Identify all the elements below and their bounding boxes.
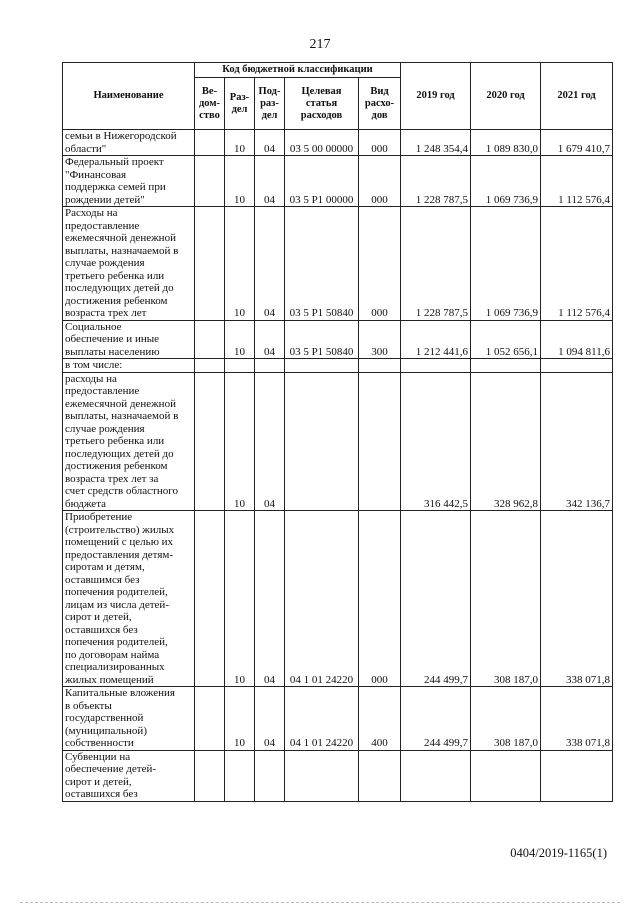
- cell-podrazdel: 04: [255, 511, 285, 687]
- cell-y2019: 1 228 787,5: [401, 207, 471, 321]
- table-row: [63, 130, 613, 156]
- document-code: 0404/2019-1165(1): [510, 846, 607, 860]
- cell-podrazdel: [255, 750, 285, 801]
- cell-vid: [359, 750, 401, 801]
- cell-ved: [195, 372, 225, 511]
- cell-podrazdel: 04: [255, 130, 285, 156]
- budget-table: [62, 62, 613, 802]
- cell-target: 03 5 P1 50840: [285, 207, 359, 321]
- header-target: Целевая статья расходов: [285, 78, 359, 130]
- cell-name: Приобретение (строительство) жилых помещений с целью их предоставления детям- сиротам и детям, оставшимся без попечения родителей, лицам из числа детей- сирот и детей, оставшихся без попечения родителей, по договорам найма специализированных жилых помещений: [63, 511, 195, 687]
- cell-razdel: [225, 359, 255, 373]
- cell-y2020: 308 187,0: [471, 687, 541, 751]
- header-code-group: Код бюджетной классификации: [195, 63, 401, 78]
- cell-podrazdel: 04: [255, 156, 285, 207]
- table-row: [63, 156, 613, 207]
- cell-target: [285, 372, 359, 511]
- cell-razdel: 10: [225, 511, 255, 687]
- cell-name: Социальное обеспечение и иные выплаты населению: [63, 320, 195, 359]
- cell-target: 03 5 P1 50840: [285, 320, 359, 359]
- cell-name: семьи в Нижегородской области": [63, 130, 195, 156]
- cell-y2021: 342 136,7: [541, 372, 613, 511]
- cell-razdel: 10: [225, 372, 255, 511]
- cell-razdel: 10: [225, 156, 255, 207]
- cell-vid: 300: [359, 320, 401, 359]
- cell-y2020: 1 069 736,9: [471, 207, 541, 321]
- cell-razdel: 10: [225, 320, 255, 359]
- cell-vid: 000: [359, 207, 401, 321]
- cell-y2020: [471, 750, 541, 801]
- header-2020: 2020 год: [471, 63, 541, 130]
- cell-y2020: 308 187,0: [471, 511, 541, 687]
- cell-podrazdel: 04: [255, 207, 285, 321]
- cell-name: в том числе:: [63, 359, 195, 373]
- cell-vid: 000: [359, 130, 401, 156]
- table-row: [63, 372, 613, 511]
- cell-name: расходы на предоставление ежемесячной денежной выплаты, назначаемой в случае рождения третьего ребенка или последующих детей до достижения ребенком возраста трех лет за счет средств областного бюджета: [63, 372, 195, 511]
- cell-y2019: [401, 359, 471, 373]
- cell-y2021: 338 071,8: [541, 687, 613, 751]
- header-vid: Вид расхо- дов: [359, 78, 401, 130]
- cell-razdel: 10: [225, 130, 255, 156]
- cell-y2020: 1 052 656,1: [471, 320, 541, 359]
- cell-ved: [195, 156, 225, 207]
- cell-target: 04 1 01 24220: [285, 511, 359, 687]
- cell-target: [285, 359, 359, 373]
- cell-y2020: 1 089 830,0: [471, 130, 541, 156]
- cell-y2021: 1 094 811,6: [541, 320, 613, 359]
- table-row: [63, 687, 613, 751]
- cell-ved: [195, 359, 225, 373]
- cell-y2021: [541, 750, 613, 801]
- cell-y2019: 316 442,5: [401, 372, 471, 511]
- cell-y2020: 328 962,8: [471, 372, 541, 511]
- cell-podrazdel: [255, 359, 285, 373]
- cell-podrazdel: 04: [255, 320, 285, 359]
- page-number: 217: [309, 37, 331, 52]
- cell-y2019: 1 212 441,6: [401, 320, 471, 359]
- cell-vid: 000: [359, 511, 401, 687]
- table-row: [63, 359, 613, 373]
- cell-y2021: 1 112 576,4: [541, 156, 613, 207]
- cell-ved: [195, 511, 225, 687]
- cell-target: [285, 750, 359, 801]
- header-podrazdel: Под- раз- дел: [255, 78, 285, 130]
- header-2021: 2021 год: [541, 63, 613, 130]
- cell-razdel: [225, 750, 255, 801]
- cell-y2021: 1 112 576,4: [541, 207, 613, 321]
- cell-name: Федеральный проект "Финансовая поддержка семей при рождении детей": [63, 156, 195, 207]
- cell-y2020: [471, 359, 541, 373]
- header-2019: 2019 год: [401, 63, 471, 130]
- header-vedomstvo: Ве- дом- ство: [195, 78, 225, 130]
- cell-ved: [195, 320, 225, 359]
- cell-name: Капитальные вложения в объекты государственной (муниципальной) собственности: [63, 687, 195, 751]
- cell-target: 03 5 P1 00000: [285, 156, 359, 207]
- cell-razdel: 10: [225, 207, 255, 321]
- cell-name: Субвенции на обеспечение детей- сирот и детей, оставшихся без: [63, 750, 195, 801]
- cell-ved: [195, 750, 225, 801]
- cell-vid: [359, 372, 401, 511]
- cell-y2019: 1 228 787,5: [401, 156, 471, 207]
- cell-y2020: 1 069 736,9: [471, 156, 541, 207]
- cell-target: 03 5 00 00000: [285, 130, 359, 156]
- cell-vid: 000: [359, 156, 401, 207]
- table-row: [63, 511, 613, 687]
- cell-y2021: 1 679 410,7: [541, 130, 613, 156]
- cell-y2019: 244 499,7: [401, 687, 471, 751]
- cell-ved: [195, 687, 225, 751]
- cell-y2019: [401, 750, 471, 801]
- header-razdel: Раз- дел: [225, 78, 255, 130]
- cell-vid: [359, 359, 401, 373]
- cell-y2019: 1 248 354,4: [401, 130, 471, 156]
- cell-name: Расходы на предоставление ежемесячной денежной выплаты, назначаемой в случае рождения третьего ребенка или последующих детей до достижения ребенком возраста трех лет: [63, 207, 195, 321]
- cell-razdel: 10: [225, 687, 255, 751]
- cell-vid: 400: [359, 687, 401, 751]
- cell-y2019: 244 499,7: [401, 511, 471, 687]
- cell-target: 04 1 01 24220: [285, 687, 359, 751]
- table-row: [63, 750, 613, 801]
- cell-ved: [195, 130, 225, 156]
- table-row: [63, 320, 613, 359]
- cell-y2021: 338 071,8: [541, 511, 613, 687]
- header-name: Наименование: [63, 63, 195, 130]
- cell-podrazdel: 04: [255, 687, 285, 751]
- cell-ved: [195, 207, 225, 321]
- table-row: [63, 207, 613, 321]
- cell-y2021: [541, 359, 613, 373]
- cell-podrazdel: 04: [255, 372, 285, 511]
